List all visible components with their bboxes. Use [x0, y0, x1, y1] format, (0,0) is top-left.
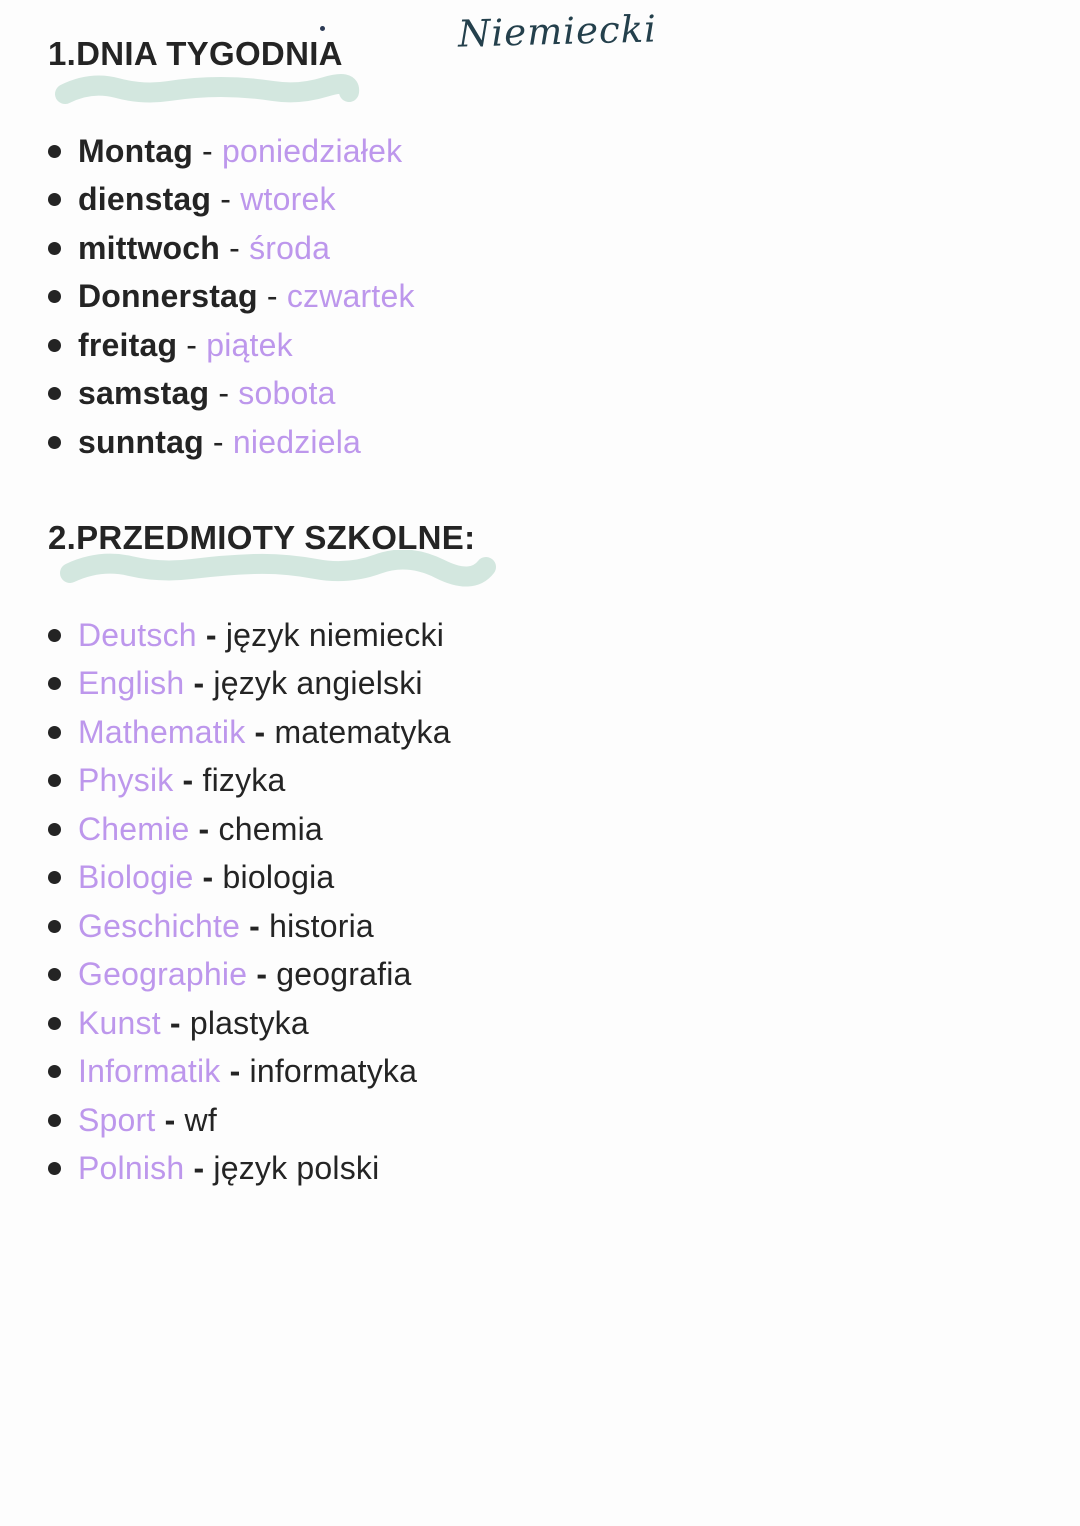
vocab-item — [48, 902, 451, 951]
separator-dash: - — [160, 1004, 190, 1041]
vocab-list-days — [48, 127, 415, 467]
bullet-icon — [48, 871, 61, 884]
separator-dash: - — [245, 713, 275, 750]
vocab-item — [48, 1048, 451, 1097]
bullet-icon — [48, 1017, 61, 1030]
vocab-item — [48, 321, 415, 370]
vocab-term: Kunst — [78, 1004, 161, 1041]
separator-dash: - — [173, 762, 203, 799]
vocab-translation: czwartek — [286, 278, 415, 315]
handwritten-course-title: Niemiecki — [457, 7, 658, 56]
vocab-item — [48, 708, 451, 757]
vocab-term: Biologie — [78, 859, 194, 896]
vocab-item — [48, 854, 451, 903]
vocab-list-subjects — [48, 611, 451, 1193]
separator-dash: - — [177, 326, 207, 363]
bullet-icon — [48, 1162, 61, 1175]
vocab-term: English — [78, 665, 185, 702]
separator-dash: - — [203, 423, 233, 460]
ink-dot — [320, 26, 325, 31]
vocab-translation: poniedziałek — [222, 132, 403, 169]
vocab-item — [48, 757, 451, 806]
separator-dash: - — [193, 859, 223, 896]
bullet-icon — [48, 436, 61, 449]
bullet-icon — [48, 145, 61, 158]
vocab-translation: matematyka — [274, 713, 451, 750]
bullet-icon — [48, 1114, 61, 1127]
vocab-item — [48, 127, 415, 176]
vocab-translation: język polski — [213, 1150, 380, 1187]
vocab-translation: niedziela — [232, 423, 362, 460]
vocab-item — [48, 660, 451, 709]
bullet-icon — [48, 1065, 61, 1078]
bullet-icon — [48, 774, 61, 787]
vocab-translation: wtorek — [240, 181, 336, 218]
vocab-term: dienstag — [78, 181, 212, 218]
bullet-icon — [48, 823, 61, 836]
separator-dash: - — [220, 1053, 250, 1090]
bullet-icon — [48, 920, 61, 933]
bullet-icon — [48, 193, 61, 206]
vocab-item — [48, 418, 415, 467]
bullet-icon — [48, 290, 61, 303]
vocab-term: Deutsch — [78, 616, 197, 653]
vocab-translation: plastyka — [189, 1004, 309, 1041]
vocab-term: Geschichte — [78, 907, 241, 944]
vocab-term: Informatik — [78, 1053, 221, 1090]
vocab-item — [48, 805, 451, 854]
vocab-item — [48, 999, 451, 1048]
separator-dash: - — [247, 956, 277, 993]
vocab-translation: biologia — [222, 859, 335, 896]
vocab-translation: historia — [269, 907, 374, 944]
vocab-translation: informatyka — [249, 1053, 418, 1090]
vocab-term: mittwoch — [78, 229, 221, 266]
vocab-translation: fizyka — [202, 762, 286, 799]
vocab-term: Polnish — [78, 1150, 185, 1187]
vocab-item — [48, 1145, 451, 1194]
vocab-translation: środa — [249, 229, 331, 266]
vocab-translation: język niemiecki — [225, 616, 445, 653]
vocab-item — [48, 273, 415, 322]
separator-dash: - — [189, 810, 219, 847]
vocab-term: Geographie — [78, 956, 248, 993]
mint-marker-highlight — [58, 550, 498, 590]
bullet-icon — [48, 629, 61, 642]
vocab-term: freitag — [78, 326, 178, 363]
separator-dash: - — [184, 665, 214, 702]
vocab-translation: wf — [184, 1101, 217, 1138]
vocab-translation: piątek — [206, 326, 293, 363]
mint-marker-highlight — [54, 72, 362, 112]
separator-dash: - — [220, 229, 250, 266]
section-heading-days: 1.DNIA TYGODNIA — [48, 35, 343, 72]
vocab-translation: język angielski — [213, 665, 423, 702]
vocab-translation: chemia — [218, 810, 323, 847]
separator-dash: - — [155, 1101, 185, 1138]
vocab-item — [48, 1096, 451, 1145]
vocab-translation: sobota — [238, 375, 336, 412]
vocab-term: samstag — [78, 375, 210, 412]
separator-dash: - — [196, 616, 226, 653]
separator-dash: - — [240, 907, 270, 944]
vocab-item — [48, 370, 415, 419]
bullet-icon — [48, 387, 61, 400]
bullet-icon — [48, 339, 61, 352]
bullet-icon — [48, 242, 61, 255]
separator-dash: - — [211, 181, 241, 218]
section-heading-subjects: 2.PRZEDMIOTY SZKOLNE: — [48, 519, 476, 556]
vocab-item — [48, 176, 415, 225]
vocab-term: Montag — [78, 132, 193, 169]
bullet-icon — [48, 968, 61, 981]
separator-dash: - — [184, 1150, 214, 1187]
vocab-term: Sport — [78, 1101, 156, 1138]
vocab-item — [48, 951, 451, 1000]
bullet-icon — [48, 726, 61, 739]
vocab-item — [48, 224, 415, 273]
separator-dash: - — [257, 278, 287, 315]
separator-dash: - — [209, 375, 239, 412]
vocab-term: Chemie — [78, 810, 190, 847]
vocab-term: Mathematik — [78, 713, 246, 750]
vocab-term: Donnerstag — [78, 278, 258, 315]
vocab-translation: geografia — [276, 956, 412, 993]
separator-dash: - — [192, 132, 222, 169]
vocab-term: Physik — [78, 762, 174, 799]
vocab-term: sunntag — [78, 423, 204, 460]
vocab-item — [48, 611, 451, 660]
bullet-icon — [48, 677, 61, 690]
